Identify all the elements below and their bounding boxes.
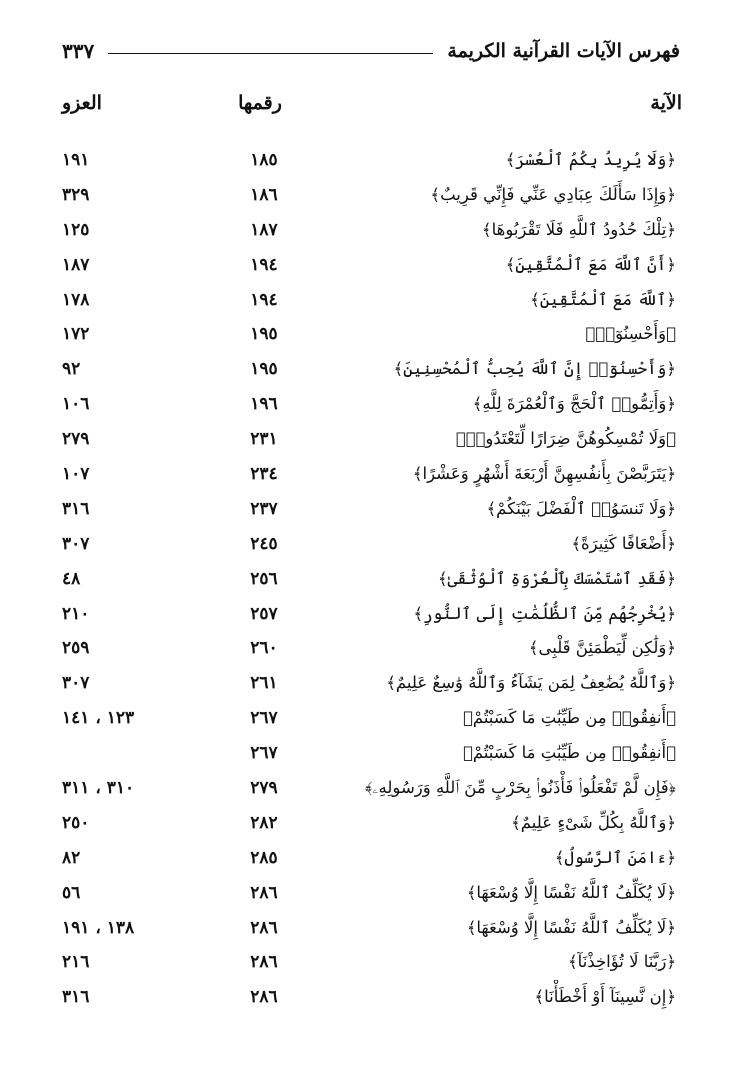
page-reference: ٨٢: [62, 847, 81, 868]
page-reference: ٢٧٩: [62, 429, 90, 450]
ayah-text: ﴿فَقَدِ ٱسْتَمْسَكَ بِٱلْعُرْوَةِ ٱلْوُثْقَىٰ﴾: [437, 568, 676, 588]
ayah-number: ١٩٤: [250, 289, 278, 310]
page-reference: ٢٥٩: [62, 638, 90, 659]
table-row: [0, 736, 744, 771]
page-reference: ١٠٦: [62, 394, 90, 415]
ayah-number: ٢٨٦: [250, 952, 278, 973]
ayah-number: ١٩٥: [250, 324, 278, 345]
ayah-text: ﴿أَنفِقُوا۟ مِن طَيِّبَٰتِ مَا كَسَبْتُمْ﴾: [462, 743, 676, 763]
ayah-text: ﴿وَأَحْسِنُوٓا۟﴾: [585, 324, 676, 344]
column-header-ayah: الآية: [650, 92, 682, 114]
table-row: [0, 666, 744, 701]
ayah-number: ٢٨٦: [250, 917, 278, 938]
ayah-number: ٢٦٧: [250, 743, 278, 764]
ayah-number: ٢٣٧: [250, 498, 278, 519]
table-row: [0, 248, 744, 283]
page-reference: ٣١٦: [62, 498, 90, 519]
ayah-text: ﴿يُخْرِجُهُم مِّنَ ٱلظُّلُمَٰتِ إِلَى ٱلنُّورِ﴾: [413, 603, 676, 623]
ayah-text: ﴿لَا يُكَلِّفُ ٱللَّهُ نَفْسًا إِلَّا وُسْعَهَا﴾: [466, 882, 676, 902]
page-reference: ١٢٥: [62, 219, 90, 240]
table-row: [0, 771, 744, 806]
page-number: ٣٣٧: [62, 39, 95, 63]
ayah-text: ﴿وَلَا يُرِيدُ بِكُمُ ٱلْعُسْرَ﴾: [505, 150, 676, 169]
table-row: [0, 562, 744, 597]
ayah-text: ﴿وَلَٰكِن لِّيَطْمَئِنَّ قَلْبِى﴾: [528, 638, 676, 658]
table-row: [0, 457, 744, 492]
ayah-number: ٢٨٦: [250, 987, 278, 1008]
ayah-number: ٢٥٧: [250, 603, 278, 624]
page-reference: ١٧٢: [62, 324, 90, 345]
page-reference: ٢١٦: [62, 952, 90, 973]
ayah-number: ١٩٥: [250, 359, 278, 380]
ayah-number: ١٨٦: [250, 184, 278, 205]
ayah-number: ٢٣١: [250, 429, 278, 450]
running-title: فهرس الآيات القرآنية الكريمة: [447, 40, 680, 62]
index-table: [0, 143, 744, 1015]
header-rule: [108, 53, 433, 54]
ayah-number: ١٩٦: [250, 394, 278, 415]
table-row: [0, 387, 744, 422]
column-header-number: رقمها: [238, 92, 282, 114]
ayah-text: ﴿وَلَا تُمْسِكُوهُنَّ ضِرَارًا لِّتَعْتَدُوا۟﴾: [455, 429, 676, 449]
page-reference: ٢١٠: [62, 603, 90, 624]
ayah-text: ﴿أَنَّ ٱللَّهَ مَعَ ٱلْمُتَّقِينَ﴾: [505, 254, 676, 274]
page-reference: ١٩١: [62, 150, 90, 170]
ayah-text: ﴿أَضْعَافًا كَثِيرَةً﴾: [571, 533, 676, 553]
ayah-number: ٢٧٩: [250, 778, 278, 799]
table-row: [0, 911, 744, 946]
ayah-text: ﴿وَٱللَّهُ بِكُلِّ شَىْءٍ عَلِيمٌ﴾: [511, 812, 676, 832]
ayah-text: ﴿إِن نَّسِينَآ أَوْ أَخْطَأْنَا﴾: [534, 987, 676, 1007]
page-reference: ٤٨: [62, 568, 81, 589]
table-row: [0, 841, 744, 876]
ayah-number: ٢٨٥: [250, 847, 278, 868]
page-reference: ١٣٨ ، ١٩١: [62, 917, 135, 938]
ayah-text: ﴿وَأَحْسِنُوٓا۟ إِنَّ ٱللَّهَ يُحِبُّ ٱلْمُحْسِنِينَ﴾: [393, 359, 676, 379]
ayah-number: ٢٥٦: [250, 568, 278, 589]
table-row: [0, 701, 744, 736]
page-reference: ٣٢٩: [62, 184, 90, 205]
page-reference: ٣٠٧: [62, 533, 90, 554]
ayah-number: ٢٦١: [250, 673, 278, 694]
table-row: [0, 352, 744, 387]
page-reference: ٩٢: [62, 359, 81, 380]
table-row: [0, 597, 744, 632]
table-row: [0, 876, 744, 911]
ayah-number: ٢٦٠: [250, 638, 278, 659]
ayah-number: ٢٦٧: [250, 708, 278, 729]
table-row: [0, 631, 744, 666]
ayah-text: ﴿وَإِذَا سَأَلَكَ عِبَادِي عَنِّي فَإِنِّي قَرِيبٌ﴾: [430, 184, 676, 204]
page-reference: ٣١٠ ، ٣١١: [62, 778, 135, 799]
table-row: [0, 213, 744, 248]
page-reference: ٢٥٠: [62, 812, 90, 833]
ayah-number: ٢٤٥: [250, 533, 278, 554]
ayah-number: ١٨٥: [250, 150, 278, 170]
ayah-text: ﴿ءَامَنَ ٱلرَّسُولُ﴾: [554, 847, 676, 867]
ayah-text: ﴿وَلَا تَنسَوُا۟ ٱلْفَضْلَ بَيْنَكُمْ﴾: [486, 498, 676, 518]
ayah-text: ﴿أَنفِقُوا۟ مِن طَيِّبَٰتِ مَا كَسَبْتُمْ﴾: [462, 708, 676, 728]
ayah-text: ﴿ٱللَّهَ مَعَ ٱلْمُتَّقِينَ﴾: [530, 289, 676, 309]
page-reference: ٣٠٧: [62, 673, 90, 694]
page-reference: ٥٦: [62, 882, 81, 903]
ayah-text: ﴿رَبَّنَا لَا تُؤَاخِذْنَآ﴾: [568, 952, 676, 972]
page-header: [62, 36, 680, 66]
table-row: [0, 945, 744, 980]
page-reference: ٣١٦: [62, 987, 90, 1008]
ayah-number: ٢٨٢: [250, 812, 278, 833]
ayah-text: ﴿لَا يُكَلِّفُ ٱللَّهُ نَفْسًا إِلَّا وُسْعَهَا﴾: [466, 917, 676, 937]
table-row: [0, 806, 744, 841]
page-reference: ١٨٧: [62, 254, 90, 275]
table-row: [0, 283, 744, 318]
table-row: [0, 492, 744, 527]
column-headers: [0, 92, 744, 126]
ayah-number: ١٨٧: [250, 219, 278, 240]
table-row: [0, 317, 744, 352]
page-reference: ١٢٣ ، ١٤١: [62, 708, 135, 729]
table-row: [0, 178, 744, 213]
table-row: [0, 143, 744, 178]
column-header-reference: العزو: [62, 92, 102, 114]
page-reference: [62, 736, 192, 771]
table-row: [0, 527, 744, 562]
ayah-text: ﴿تِلْكَ حُدُودُ ٱللَّهِ فَلَا تَقْرَبُوهَا﴾: [481, 219, 676, 239]
page-reference: ١٠٧: [62, 464, 90, 485]
ayah-number: ١٩٤: [250, 254, 278, 275]
ayah-text: ﴿وَأَتِمُّوا۟ ٱلْحَجَّ وَٱلْعُمْرَةَ لِلَّهِ﴾: [472, 394, 676, 414]
ayah-text: ﴿يَتَرَبَّصْنَ بِأَنفُسِهِنَّ أَرْبَعَةَ أَشْهُرٍ وَعَشْرًا﴾: [412, 464, 676, 484]
ayah-text: ﴿فَإِن لَّمْ تَفْعَلُوا۟ فَأْذَنُوا۟ بِحَرْبٍ مِّنَ ٱللَّهِ وَرَسُولِهِۦ﴾: [364, 778, 676, 798]
page-reference: ١٧٨: [62, 289, 90, 310]
table-row: [0, 422, 744, 457]
ayah-number: ٢٣٤: [250, 464, 278, 485]
table-row: [0, 980, 744, 1015]
ayah-number: ٢٨٦: [250, 882, 278, 903]
ayah-text: ﴿وَٱللَّهُ يُضَٰعِفُ لِمَن يَشَآءُ وَٱللَّهُ وَٰسِعٌ عَلِيمٌ﴾: [386, 673, 676, 693]
